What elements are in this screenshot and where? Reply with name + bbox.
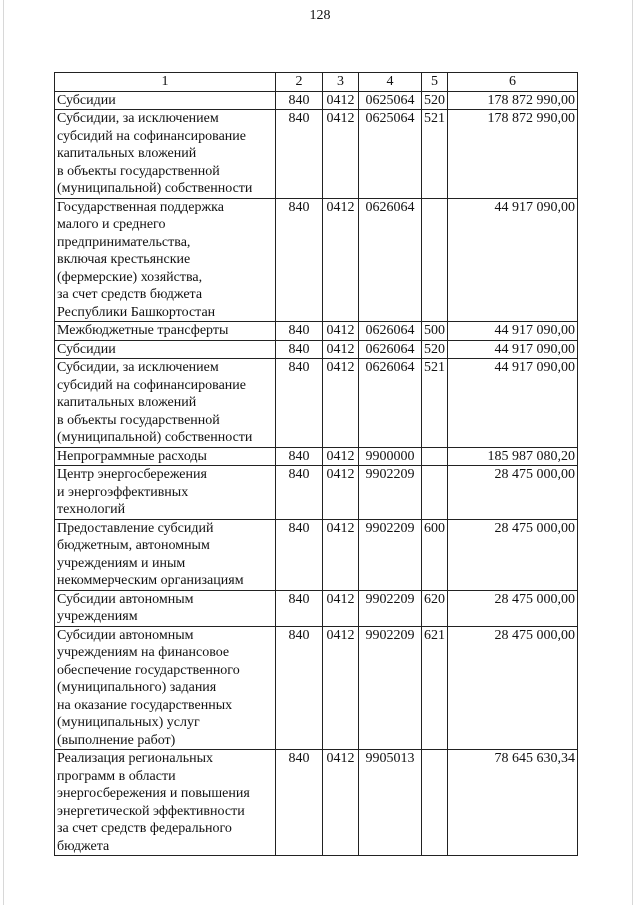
row-section-code-cell: 0412	[323, 519, 359, 590]
row-target-code-cell: 0626064	[359, 322, 422, 341]
table-row	[55, 91, 578, 110]
row-section-code-cell: 0412	[323, 447, 359, 466]
row-ministry-code-cell: 840	[276, 590, 323, 626]
row-name-cell: Межбюджетные трансферты	[55, 322, 276, 341]
row-ministry-code-cell: 840	[276, 110, 323, 199]
row-amount-cell: 185 987 080,20	[448, 447, 578, 466]
row-expense-type-cell: 620	[422, 590, 448, 626]
row-name-cell: Субсидии, за исключением субсидий на софинансирование капитальных вложений в объекты государственной (муниципальной) собственности	[55, 359, 276, 448]
budget-table	[54, 72, 578, 856]
row-ministry-code-cell: 840	[276, 626, 323, 750]
row-ministry-code-cell: 840	[276, 750, 323, 856]
table-row	[55, 322, 578, 341]
row-section-code-cell: 0412	[323, 626, 359, 750]
row-expense-type-cell	[422, 466, 448, 520]
row-name-cell: Субсидии	[55, 340, 276, 359]
row-section-code-cell: 0412	[323, 340, 359, 359]
row-amount-cell: 178 872 990,00	[448, 110, 578, 199]
table-row	[55, 590, 578, 626]
table-row	[55, 359, 578, 448]
table-row	[55, 198, 578, 322]
row-target-code-cell: 0626064	[359, 340, 422, 359]
row-section-code-cell: 0412	[323, 91, 359, 110]
table-body	[55, 91, 578, 856]
row-name-cell: Непрограммные расходы	[55, 447, 276, 466]
row-section-code-cell: 0412	[323, 198, 359, 322]
row-name-cell: Реализация региональных программ в области энергосбережения и повышения энергетической эффективности за счет средств федерального бюджета	[55, 750, 276, 856]
row-section-code-cell: 0412	[323, 322, 359, 341]
table-row	[55, 447, 578, 466]
page-number: 128	[309, 8, 331, 23]
row-amount-cell: 78 645 630,34	[448, 750, 578, 856]
row-ministry-code-cell: 840	[276, 519, 323, 590]
row-target-code-cell: 9902209	[359, 590, 422, 626]
row-name-cell: Предоставление субсидий бюджетным, автономным учреждениям и иным некоммерческим организациям	[55, 519, 276, 590]
header-cell: 4	[359, 73, 422, 92]
row-section-code-cell: 0412	[323, 590, 359, 626]
table-row	[55, 340, 578, 359]
row-name-cell: Субсидии автономным учреждениям	[55, 590, 276, 626]
row-ministry-code-cell: 840	[276, 359, 323, 448]
header-cell: 1	[55, 73, 276, 92]
row-amount-cell: 44 917 090,00	[448, 322, 578, 341]
row-ministry-code-cell: 840	[276, 447, 323, 466]
row-target-code-cell: 9905013	[359, 750, 422, 856]
row-target-code-cell: 9902209	[359, 519, 422, 590]
header-cell: 2	[276, 73, 323, 92]
row-name-cell: Центр энергосбережения и энергоэффективных технологий	[55, 466, 276, 520]
row-expense-type-cell: 521	[422, 110, 448, 199]
row-target-code-cell: 0626064	[359, 359, 422, 448]
row-section-code-cell: 0412	[323, 359, 359, 448]
header-cell: 3	[323, 73, 359, 92]
row-ministry-code-cell: 840	[276, 322, 323, 341]
row-ministry-code-cell: 840	[276, 91, 323, 110]
scan-edge-left	[3, 0, 4, 905]
scan-edge-right	[632, 0, 633, 905]
row-expense-type-cell: 520	[422, 340, 448, 359]
row-amount-cell: 44 917 090,00	[448, 340, 578, 359]
row-target-code-cell: 0625064	[359, 110, 422, 199]
row-amount-cell: 178 872 990,00	[448, 91, 578, 110]
row-expense-type-cell: 621	[422, 626, 448, 750]
table-row	[55, 750, 578, 856]
row-amount-cell: 28 475 000,00	[448, 466, 578, 520]
row-expense-type-cell: 500	[422, 322, 448, 341]
row-target-code-cell: 9900000	[359, 447, 422, 466]
row-section-code-cell: 0412	[323, 110, 359, 199]
header-cell: 6	[448, 73, 578, 92]
table-row	[55, 626, 578, 750]
row-expense-type-cell: 600	[422, 519, 448, 590]
header-row	[55, 73, 578, 92]
row-target-code-cell: 0625064	[359, 91, 422, 110]
row-section-code-cell: 0412	[323, 750, 359, 856]
table-row	[55, 519, 578, 590]
row-target-code-cell: 0626064	[359, 198, 422, 322]
row-target-code-cell: 9902209	[359, 626, 422, 750]
row-name-cell: Субсидии	[55, 91, 276, 110]
header-cell: 5	[422, 73, 448, 92]
row-amount-cell: 28 475 000,00	[448, 626, 578, 750]
row-amount-cell: 44 917 090,00	[448, 198, 578, 322]
row-expense-type-cell: 520	[422, 91, 448, 110]
row-expense-type-cell	[422, 750, 448, 856]
row-section-code-cell: 0412	[323, 466, 359, 520]
row-ministry-code-cell: 840	[276, 340, 323, 359]
row-name-cell: Субсидии автономным учреждениям на финансовое обеспечение государственного (муниципального) задания на оказание государственных (муниципальных) услуг (выполнение работ)	[55, 626, 276, 750]
table-row	[55, 110, 578, 199]
row-amount-cell: 44 917 090,00	[448, 359, 578, 448]
row-ministry-code-cell: 840	[276, 466, 323, 520]
row-expense-type-cell	[422, 447, 448, 466]
row-target-code-cell: 9902209	[359, 466, 422, 520]
row-amount-cell: 28 475 000,00	[448, 590, 578, 626]
row-name-cell: Государственная поддержка малого и среднего предпринимательства, включая крестьянские (фермерские) хозяйства, за счет средств бюджета Республики Башкортостан	[55, 198, 276, 322]
row-amount-cell: 28 475 000,00	[448, 519, 578, 590]
row-name-cell: Субсидии, за исключением субсидий на софинансирование капитальных вложений в объекты государственной (муниципальной) собственности	[55, 110, 276, 199]
row-expense-type-cell	[422, 198, 448, 322]
row-expense-type-cell: 521	[422, 359, 448, 448]
table-row	[55, 466, 578, 520]
row-ministry-code-cell: 840	[276, 198, 323, 322]
